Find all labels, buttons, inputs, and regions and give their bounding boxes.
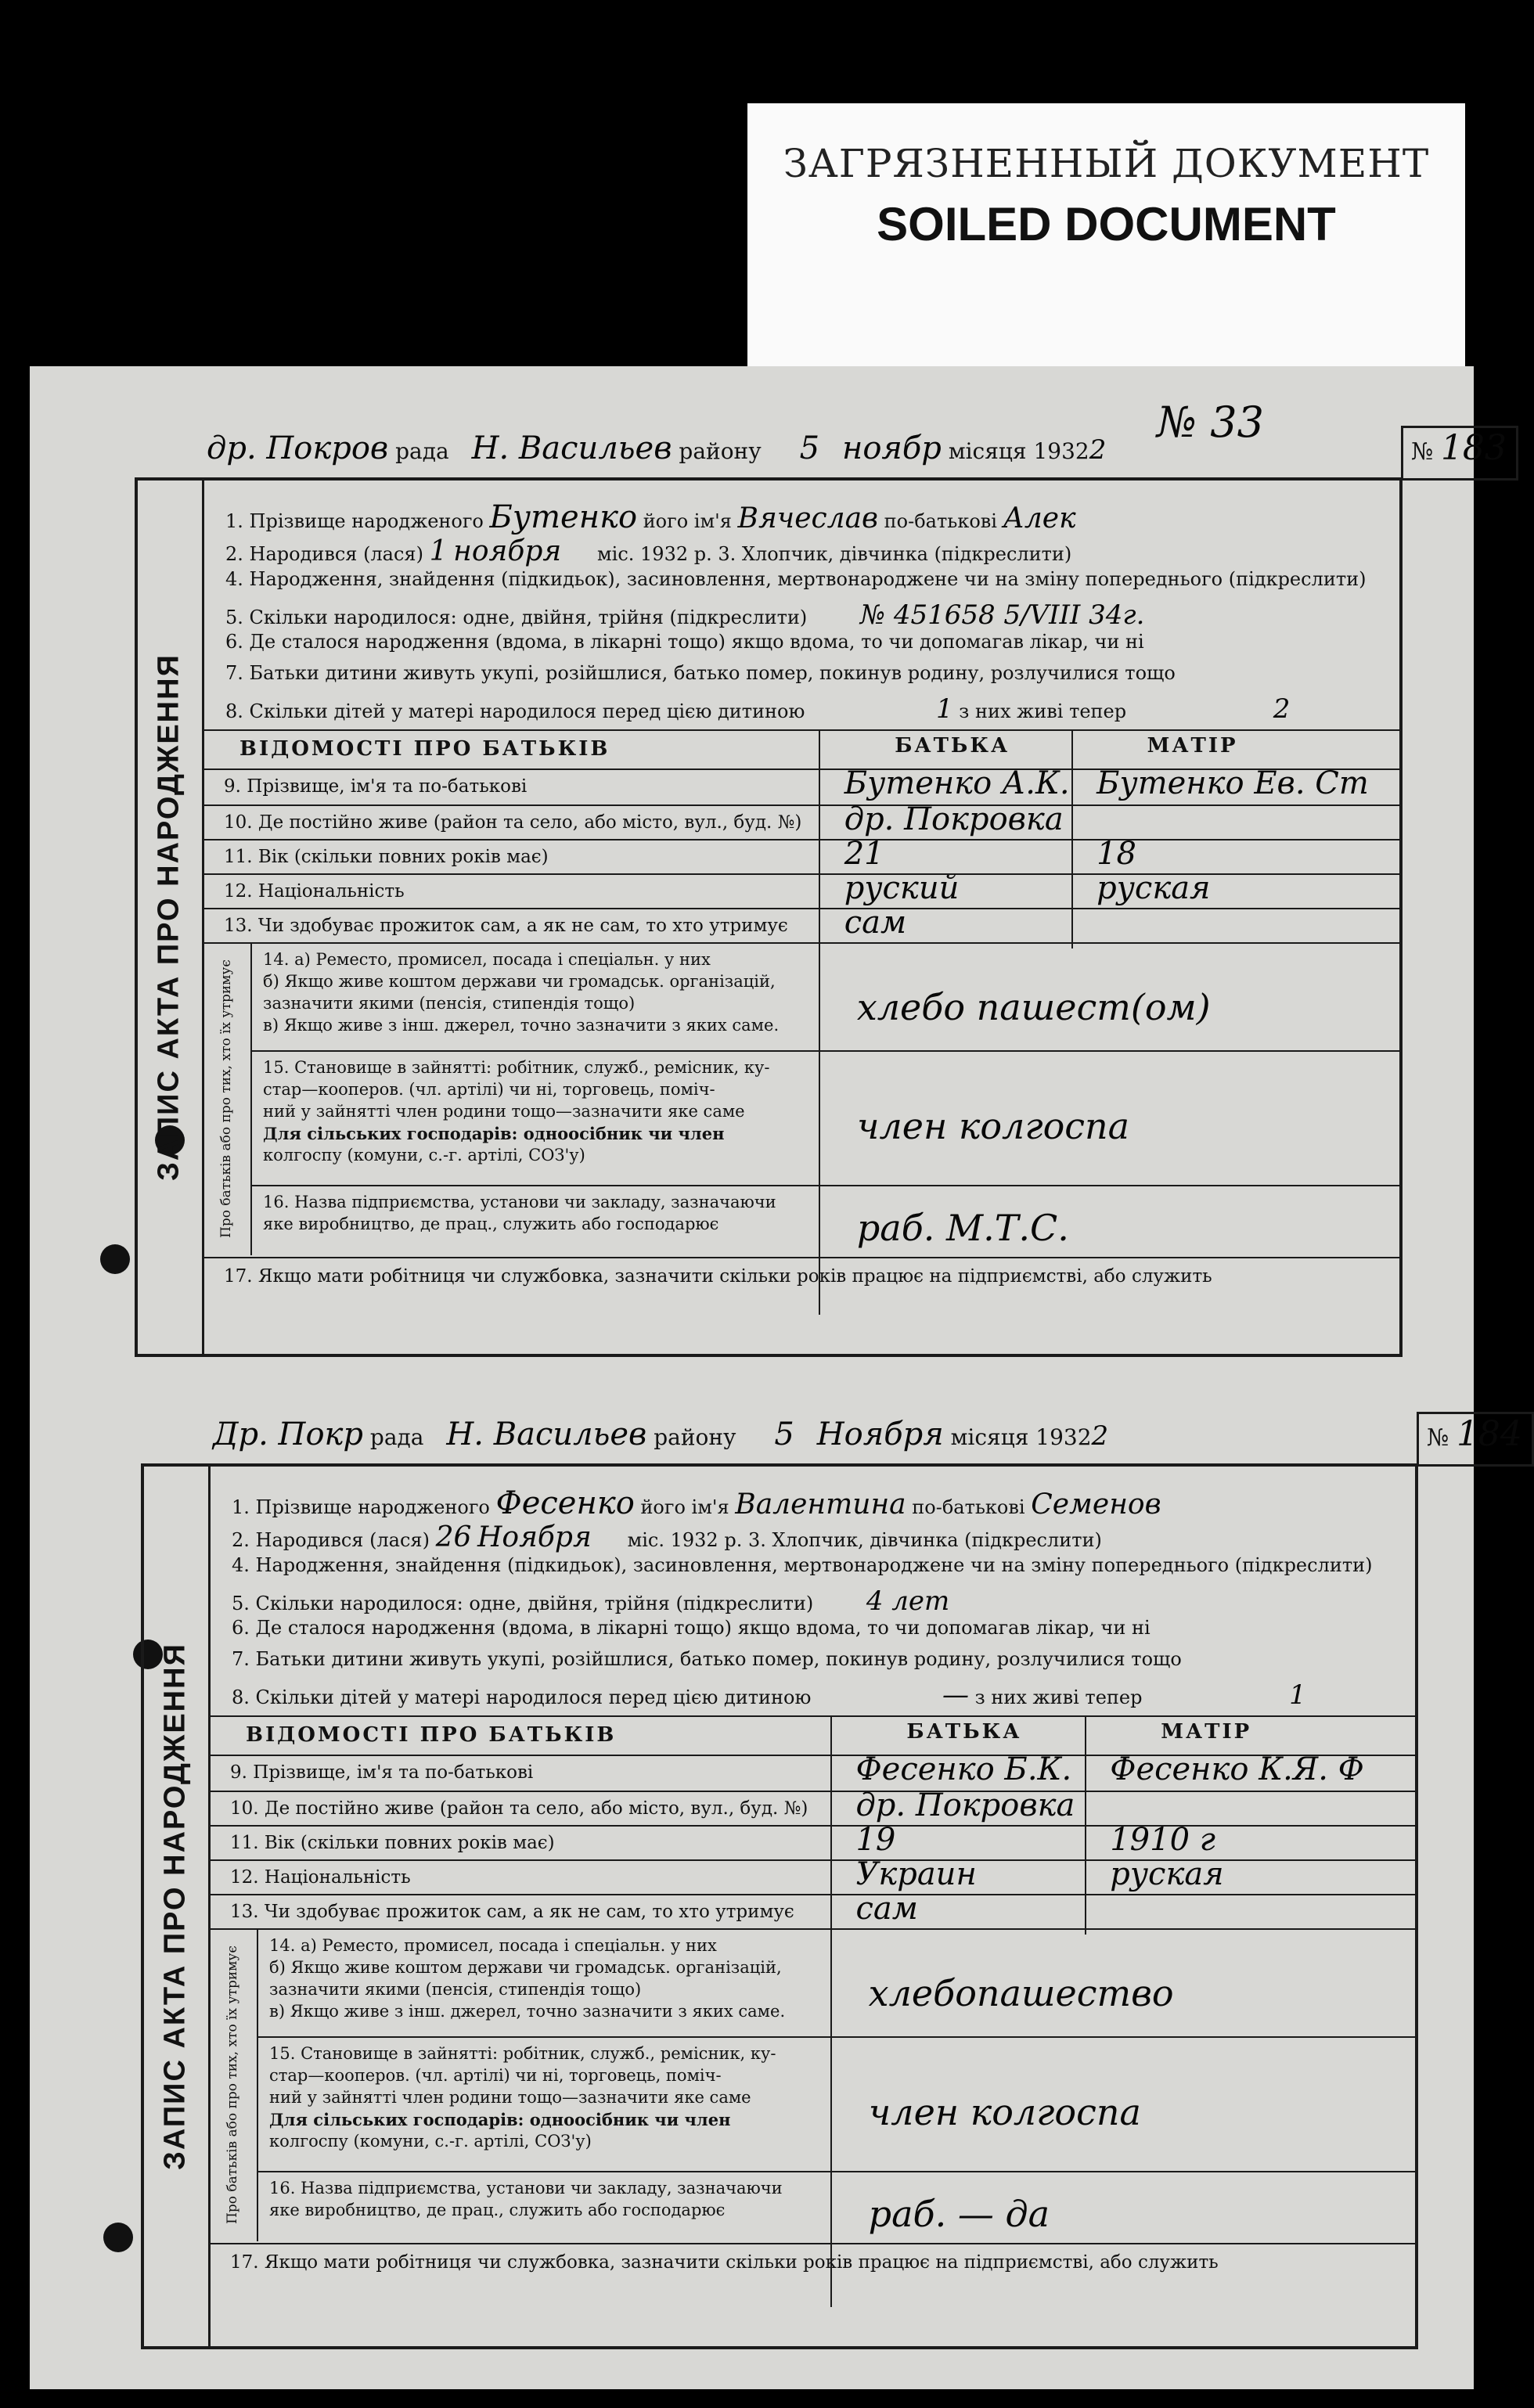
side-title-column: [138, 481, 204, 1354]
divider: [202, 729, 1399, 731]
q9-label: 9. Прізвище, ім'я та по-батькові: [230, 1762, 534, 1783]
support: сам: [855, 1891, 918, 1927]
divider: [208, 1825, 1415, 1827]
mother-heading: МАТІР: [1161, 1720, 1252, 1744]
q11-label: 11. Вік (скільки повних років має): [224, 847, 549, 867]
mother-nat: руская: [1096, 870, 1211, 906]
year-suffix: 2: [1091, 1420, 1109, 1452]
record-number-box: [1417, 1412, 1534, 1467]
child-patronymic: Семенов: [1031, 1488, 1161, 1521]
child-name: Вячеслав: [737, 502, 879, 535]
q10-label: 10. Де постійно живе (район та село, або місто, вул., буд. №): [230, 1798, 808, 1819]
children-before: 1: [936, 693, 953, 725]
q14c-label: в) Якщо живе з інш. джерел, точно зазначити з яких саме.: [263, 1016, 780, 1035]
q15e-label: колгоспу (комуни, с.-г. артілі, СОЗ'у): [263, 1146, 585, 1164]
birth-record-form: [141, 1414, 1522, 2349]
form-row: [208, 1485, 1415, 1521]
divider: [250, 1050, 1399, 1052]
mother-name: Фесенко К.Я. Ф: [1110, 1751, 1364, 1787]
q8-label: 8. Скільки дітей у матері народилося перед цією дитиною: [225, 700, 805, 722]
q16b-label: яке виробництво, де прац., служить або господарює: [263, 1215, 719, 1233]
q3-label: 3. Хлопчик, дівчинка (підкреслити): [718, 543, 1072, 565]
q17-label: 17. Якщо мати робітниця чи службовка, зазначити скільки років працює на підприємстві, або служить: [224, 1266, 1212, 1287]
divider: [208, 1928, 1415, 1930]
rada-label: рада: [395, 438, 449, 464]
parents-heading: ВІДОМОСТІ ПРО БАТЬКІВ: [239, 737, 610, 761]
divider: [250, 1185, 1399, 1186]
q6-label: 6. Де сталося народження (вдома, в лікарні тощо): [232, 1617, 732, 1639]
born-day: 26: [435, 1521, 472, 1553]
q12-label: 12. Національність: [230, 1867, 411, 1888]
divider: [202, 839, 1399, 840]
number-sign: №: [1411, 438, 1434, 466]
q2b-label: міс. 1932 р.: [596, 543, 712, 565]
q15b-label: стар—кооперов. (чл. артілі) чи ні, торговець, поміч-: [263, 1080, 715, 1099]
q14b2-label: зазначити якими (пенсія, стипендія тощо): [263, 994, 636, 1013]
form-row: [202, 535, 1399, 567]
form-row: [208, 1521, 1415, 1553]
q13-label: 13. Чи здобуває прожиток сам, а як не сам, то хто утримує: [224, 916, 788, 936]
q14a-label: 14. а) Реместо, промисел, посада і спеціальн. у них: [263, 950, 711, 969]
q7-label: 7. Батьки дитини живуть укупі, розійшлися, батько помер, покинув родину, розлучилися тощо: [232, 1648, 1182, 1670]
birth-record-form: [135, 428, 1507, 1357]
q1b-label: його ім'я: [643, 510, 732, 532]
side-title: ЗАПИС АКТА ПРО НАРОДЖЕННЯ: [158, 1643, 192, 2170]
margin-note: № 451658 5/VIII 34г.: [859, 599, 1145, 631]
record-number: 183: [1440, 428, 1507, 468]
q11-label: 11. Вік (скільки повних років має): [230, 1833, 555, 1853]
q1c-label: по-батькові: [912, 1496, 1025, 1518]
divider: [208, 1791, 1415, 1792]
district-value: Н. Васильев: [471, 430, 672, 466]
mother-heading: МАТІР: [1147, 734, 1238, 758]
q5-label: 5. Скільки народилося: одне, двійня, трійня (підкреслити): [232, 1593, 814, 1614]
q6-label: 6. Де сталося народження (вдома, в лікарні тощо): [225, 631, 726, 653]
district-value: Н. Васильев: [446, 1416, 647, 1452]
form-row: [208, 1679, 1415, 1711]
q2-label: 2. Народився (лася): [225, 543, 423, 565]
q16a-label: 16. Назва підприємства, установи чи закладу, зазначаючи: [263, 1193, 776, 1211]
soiled-document-label: [747, 103, 1465, 385]
born-day: 1: [429, 535, 448, 567]
occupation-value: хлебо пашест(ом): [856, 986, 1211, 1028]
q15c-label: ний у зайнятті член родини тощо—зазначити яке саме: [263, 1102, 745, 1121]
number-sign: №: [1427, 1424, 1449, 1452]
children-before: —: [942, 1679, 970, 1711]
rayonu-label: району: [654, 1424, 736, 1450]
divider: [257, 2036, 1415, 2038]
q12-label: 12. Національність: [224, 881, 405, 902]
father-name: Бутенко А.К.: [844, 765, 1070, 801]
divider: [257, 2171, 1415, 2172]
divider: [202, 908, 1399, 909]
council-value: др. Покров: [207, 430, 389, 466]
q15e-label: колгоспу (комуни, с.-г. артілі, СОЗ'у): [269, 2132, 592, 2151]
father-age: 21: [844, 836, 884, 872]
q17-label: 17. Якщо мати робітниця чи службовка, зазначити скільки років працює на підприємстві, або служить: [230, 2252, 1219, 2273]
parents-side-column: [208, 1928, 258, 2241]
q8-label: 8. Скільки дітей у матері народилося перед цією дитиною: [232, 1686, 812, 1708]
q15b-label: стар—кооперов. (чл. артілі) чи ні, торговець, поміч-: [269, 2066, 722, 2085]
divider: [202, 873, 1399, 875]
day-value: 5: [799, 430, 820, 466]
divider: [208, 2243, 1415, 2244]
form-row: [202, 499, 1399, 535]
father-heading: БАТЬКА: [895, 734, 1010, 758]
divider: [202, 942, 1399, 944]
month-label: місяця 1932: [948, 438, 1089, 464]
q4-label: 4. Народження, знайдення (підкидьок), засиновлення, мертвонароджене чи на зміну попереднього (підкреслити): [225, 568, 1367, 590]
divider: [208, 1894, 1415, 1895]
status-value: член колгоспа: [856, 1105, 1130, 1147]
q14b-label: б) Якщо живе коштом держави чи громадськ. організацій,: [263, 972, 776, 991]
q1b-label: його ім'я: [640, 1496, 729, 1518]
q6b-label: якщо вдома, то чи допомагав лікар, чи ні: [731, 631, 1144, 653]
divider: [208, 1859, 1415, 1861]
father-nat: Украин: [855, 1856, 977, 1892]
residence: др. Покровка: [855, 1787, 1075, 1823]
month-value: Ноября: [816, 1416, 944, 1452]
mother-name: Бутенко Ев. Ст: [1096, 765, 1369, 801]
q15a-label: 15. Становище в зайнятті: робітник, служб., ремісник, ку-: [269, 2044, 776, 2063]
residence: др. Покровка: [844, 801, 1064, 837]
born-month: Ноября: [477, 1521, 592, 1553]
form-row: [208, 1554, 1415, 1576]
child-surname: Фесенко: [495, 1485, 635, 1521]
form-row: [202, 631, 1399, 653]
record-header: [207, 430, 1106, 466]
q8b-label: з них живі тепер: [974, 1686, 1143, 1708]
father-heading: БАТЬКА: [906, 1720, 1022, 1744]
q14b-label: б) Якщо живе коштом держави чи громадськ. організацій,: [269, 1958, 782, 1977]
q14c-label: в) Якщо живе з інш. джерел, точно зазначити з яких саме.: [269, 2002, 786, 2021]
q15d-label: Для сільських господарів: одноосібник чи член: [263, 1124, 725, 1143]
father-age: 19: [855, 1822, 896, 1858]
q2-label: 2. Народився (лася): [232, 1529, 430, 1551]
child-name: Валентина: [735, 1488, 906, 1521]
mother-age: 18: [1096, 836, 1137, 872]
form-row: [208, 1648, 1415, 1670]
form-row: [208, 1586, 1415, 1617]
father-nat: руский: [844, 870, 960, 906]
side-title-column: [144, 1467, 211, 2346]
day-value: 5: [774, 1416, 794, 1452]
q9-label: 9. Прізвище, ім'я та по-батькові: [224, 776, 528, 797]
column-line: [819, 729, 820, 1315]
q14a-label: 14. а) Реместо, промисел, посада і спеціальн. у них: [269, 1936, 717, 1955]
q16a-label: 16. Назва підприємства, установи чи закладу, зазначаючи: [269, 2179, 783, 2197]
year-suffix: 2: [1089, 434, 1107, 466]
column-line: [830, 1715, 832, 2307]
margin-note: 4 лет: [866, 1586, 950, 1617]
rayonu-label: району: [679, 438, 762, 464]
support: сам: [844, 905, 907, 941]
q14b2-label: зазначити якими (пенсія, стипендія тощо): [269, 1980, 642, 1999]
form-row: [202, 662, 1399, 684]
divider: [202, 804, 1399, 806]
q8b-label: з них живі тепер: [959, 700, 1127, 722]
mother-nat: руская: [1110, 1856, 1224, 1892]
rada-label: рада: [369, 1424, 424, 1450]
parents-side-label: Про батьків або про тих, хто їх утримує: [225, 1945, 240, 2224]
q1-label: 1. Прізвище народженого: [232, 1496, 490, 1518]
month-label: місяця 1932: [950, 1424, 1092, 1450]
corner-note: № 33: [1157, 398, 1264, 447]
parents-side-label: Про батьків або про тих, хто їх утримує: [218, 959, 234, 1238]
q2b-label: міс. 1932 р.: [627, 1529, 743, 1551]
q15c-label: ний у зайнятті член родини тощо—зазначити яке саме: [269, 2088, 751, 2107]
form-row: [202, 599, 1399, 631]
q15d-label: Для сільських господарів: одноосібник чи член: [269, 2110, 731, 2129]
workplace-value: раб. — да: [868, 2193, 1050, 2235]
stamp-ru: ЗАГРЯЗНЕННЫЙ ДОКУМЕНТ: [783, 141, 1430, 186]
stamp-en: SOILED DOCUMENT: [877, 198, 1336, 250]
council-value: Др. Покр: [213, 1416, 364, 1452]
q1-label: 1. Прізвище народженого: [225, 510, 484, 532]
children-alive: 2: [1273, 693, 1291, 725]
status-value: член колгоспа: [868, 2091, 1141, 2133]
born-month: ноября: [453, 535, 562, 567]
q10-label: 10. Де постійно живе (район та село, або місто, вул., буд. №): [224, 812, 802, 833]
q1c-label: по-батькові: [884, 510, 997, 532]
parents-side-column: [202, 942, 252, 1255]
q15a-label: 15. Становище в зайнятті: робітник, служб., ремісник, ку-: [263, 1058, 770, 1077]
divider: [208, 1715, 1415, 1717]
record-number-box: [1401, 426, 1518, 481]
record-number: 184: [1456, 1414, 1522, 1454]
q6b-label: якщо вдома, то чи допомагав лікар, чи ні: [737, 1617, 1150, 1639]
form-row: [202, 693, 1399, 725]
q5-label: 5. Скільки народилося: одне, двійня, трійня (підкреслити): [225, 606, 808, 628]
parents-heading: ВІДОМОСТІ ПРО БАТЬКІВ: [246, 1723, 617, 1747]
father-name: Фесенко Б.К.: [855, 1751, 1072, 1787]
q7-label: 7. Батьки дитини живуть укупі, розійшлися, батько помер, покинув родину, розлучилися тощо: [225, 662, 1176, 684]
punch-hole: [103, 2223, 133, 2252]
record-header: [213, 1416, 1108, 1452]
q3-label: 3. Хлопчик, дівчинка (підкреслити): [747, 1529, 1102, 1551]
q4-label: 4. Народження, знайдення (підкидьок), засиновлення, мертвонароджене чи на зміну попереднього (підкреслити): [232, 1554, 1373, 1576]
q16b-label: яке виробництво, де прац., служить або господарює: [269, 2201, 726, 2219]
child-patronymic: Алек: [1003, 502, 1076, 535]
divider: [202, 1257, 1399, 1258]
side-title: ЗАПИС АКТА ПРО НАРОДЖЕННЯ: [152, 653, 185, 1181]
form-row: [202, 568, 1399, 590]
punch-hole: [100, 1244, 130, 1274]
children-alive: 1: [1289, 1679, 1306, 1711]
child-surname: Бутенко: [489, 499, 638, 535]
mother-age: 1910 г: [1110, 1822, 1215, 1858]
q13-label: 13. Чи здобуває прожиток сам, а як не сам, то хто утримує: [230, 1902, 794, 1922]
occupation-value: хлебопашество: [868, 1972, 1174, 2014]
form-row: [208, 1617, 1415, 1639]
workplace-value: раб. М.Т.С.: [856, 1207, 1069, 1249]
month-value: ноябр: [841, 430, 942, 466]
